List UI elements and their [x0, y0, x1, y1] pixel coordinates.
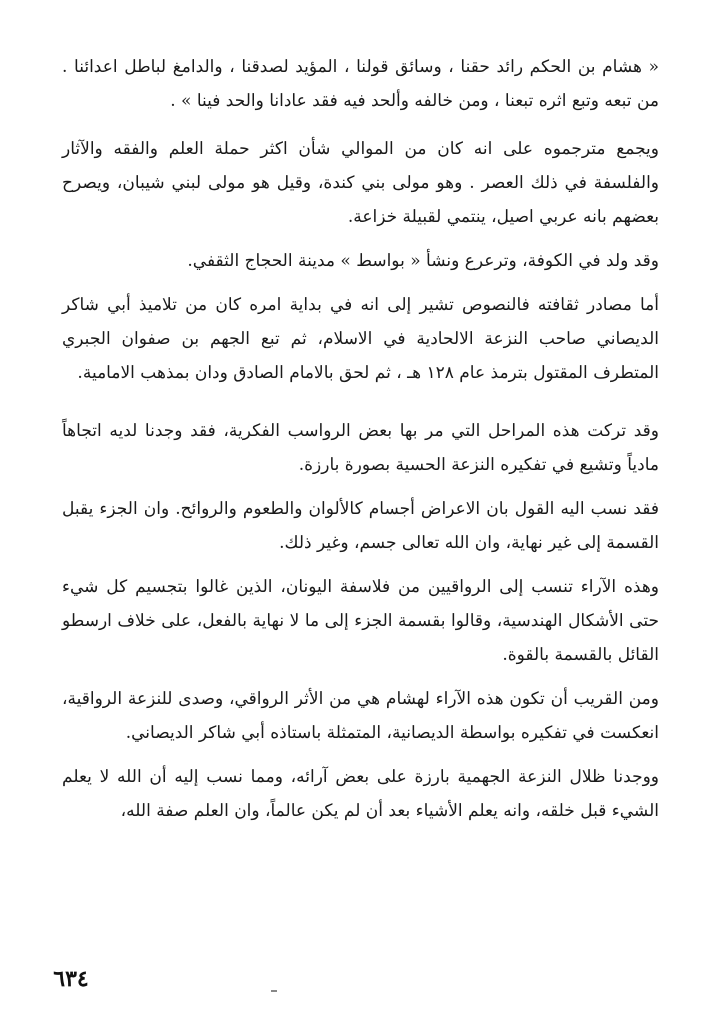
paragraph-9: ووجدنا ظلال النزعة الجهمية بارزة على بعض آرائه، ومما نسب إليه أن الله لا يعلم الشيء قبل خلقه، وانه يعلم الأشياء بعد أن لم يكن عالماً، وان العلم صفة الله،	[62, 767, 659, 821]
bottom-mark	[271, 990, 277, 992]
paragraph-1: « هشام بن الحكم رائد حقنا ، وسائق قولنا ، المؤيد لصدقنا ، والدامغ لباطل اعدائنا . من تبعه وتبع اثره تبعنا ، ومن خالفه وألحد فيه فقد عادانا والحد فينا » .	[62, 57, 659, 111]
paragraph-7: وهذه الآراء تنسب إلى الرواقيين من فلاسفة اليونان، الذين غالوا بتجسيم كل شيء حتى الأشكال الهندسية، وقالوا بقسمة الجزء إلى ما لا نهاية بالفعل، على خلاف ارسطو القائل بالقسمة بالقوة.	[62, 577, 659, 665]
paragraph-4: أما مصادر ثقافته فالنصوص تشير إلى انه في بداية امره كان من تلاميذ أبي شاكر الديصاني صاحب النزعة الالحادية في الاسلام، ثم تبع الجهم بن صفوان الجبري المتطرف المقتول بترمذ عام ١٢٨ هـ ، ثم لحق بالامام الصادق ودان بمذهب الامامية.	[62, 295, 659, 383]
paragraph-5: وقد تركت هذه المراحل التي مر بها بعض الرواسب الفكرية، فقد وجدنا لديه اتجاهاً مادياً وتشيع في تفكيره النزعة الحسية بصورة بارزة.	[62, 421, 659, 475]
paragraph-6: فقد نسب اليه القول بان الاعراض أجسام كالألوان والطعوم والروائح. وان الجزء يقبل القسمة إلى غير نهاية، وان الله تعالى جسم، وغير ذلك.	[62, 499, 659, 553]
paragraph-2: ويجمع مترجموه على انه كان من الموالي شأن اكثر حملة العلم والفقه والآثار والفلسفة في ذلك العصر . وهو مولى بني كندة، وقيل هو مولى لبني شيبان، ويصرح بعضهم بانه عربي اصيل، ينتمي لقبيلة خزاعة.	[62, 139, 659, 227]
page-body	[62, 50, 659, 828]
paragraph-8: ومن القريب أن تكون هذه الآراء لهشام هي من الأثر الرواقي، وصدى للنزعة الرواقية، انعكست في تفكيره بواسطة الديصانية، المتمثلة باستاذه أبي شاكر الديصاني.	[62, 689, 659, 743]
paragraph-3: وقد ولد في الكوفة، وترعرع ونشأ « بواسط » مدينة الحجاج الثقفي.	[187, 251, 659, 271]
page-number: ٦٣٤	[53, 966, 89, 992]
